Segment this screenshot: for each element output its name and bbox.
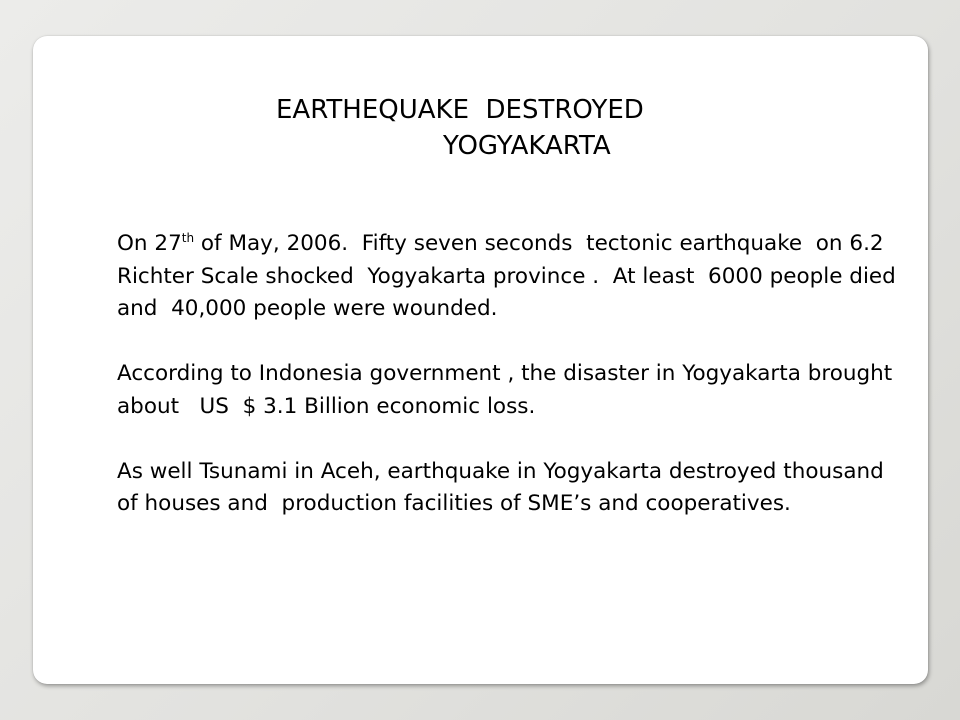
paragraph-destroyed-facilities: As well Tsunami in Aceh, earthquake in Yogyakarta destroyed thousand of houses and production facilities of SME’s and cooperatives. (117, 458, 891, 516)
paragraph-earthquake-date (117, 228, 902, 326)
paragraph-date-prefix: On 27 (117, 231, 182, 256)
paragraph-economic-loss: According to Indonesia government , the disaster in Yogyakarta brought about US $ 3.1 Billion economic loss. (117, 361, 900, 419)
slide-title-line-1: EARTHEQUAKE DESTROYED (276, 95, 644, 125)
slide-title-line-2: YOGYAKARTA (443, 131, 611, 161)
ordinal-suffix: th (181, 231, 195, 245)
slide-body (117, 228, 902, 521)
slide-panel (33, 36, 928, 684)
paragraph-date-rest: of May, 2006. Fifty seven seconds tectonic earthquake on 6.2 Richter Scale shocked Yogyakarta province . At least 6000 people died and 40,000 people were wounded. (117, 231, 903, 321)
